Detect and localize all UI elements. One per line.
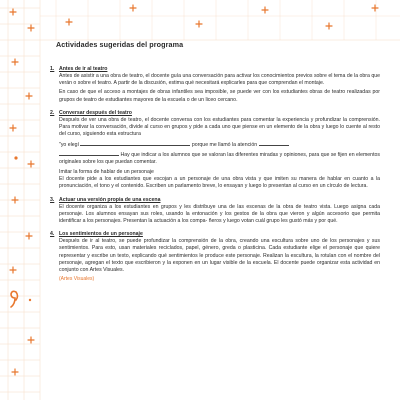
main-content xyxy=(50,40,380,288)
section-title: Antes de ir al teatro xyxy=(59,66,108,72)
activity-section-2 xyxy=(50,110,380,191)
section-paragraph: Hay que indicar a los alumnos que se valoran las diferentes miradas y opiniones, para que se fijen en elementos originales sobre los que puedan comentar. xyxy=(59,151,380,165)
activity-section-4 xyxy=(50,231,380,282)
activity-section-1 xyxy=(50,66,380,104)
section-paragraph: El docente organiza a los estudiantes en grupos y les distribuye una de las escenas de la obra de teatro vista. Luego asigna cada personaje. Los alumnos ensayan sus roles, usando la entonación y los gestos de la obra que vieron y algún accesorio que permita identificar a los personajes. Presentan la actuación a los compa- ñeros y luego votan cuál grupo les gustó más y por qué. xyxy=(59,203,380,225)
fill-in-blank xyxy=(59,150,119,156)
section-heading xyxy=(50,197,380,203)
section-number: 1. xyxy=(50,66,55,72)
subject-note: (Artes Visuales) xyxy=(59,276,95,283)
activity-section-3 xyxy=(50,197,380,226)
section-paragraph: Después de ir al teatro, se puede profundizar la comprensión de la obra, creando una escultura sobre uno de los personajes y sus sentimientos. Para esto, usan materiales reciclados, papel, género, greda o plasticina. Cada estudiante elige el personaje que quiere representar y escribe un texto, explicando qué sentimientos le produce este personaje. Realizan la escultura, la rotulan con el nombre del personaje, agregan el texto que escribieron y la exponen en un lugar visible de la escuela. El docente puede organizar esta actividad en conjunto con Artes Visuales. xyxy=(59,238,380,274)
section-number: 2. xyxy=(50,109,55,116)
section-paragraph: En caso de que el acceso a montajes de obras infantiles sea imposible, se puede ver con los estudiantes obras de teatro realizadas por grupos de teatro de estudiantes mayores de la escuela o de un liceo cercano. xyxy=(59,89,380,103)
response-template xyxy=(59,140,380,166)
section-paragraph: El docente pide a los estudiantes que escojan a un personaje de una obra vista y que imiten su manera de hablar en cuanto a la pronunciación, el tono y el contenido. Escriben un parlamento breve, lo ensayan y luego lo presentan al curso en un círculo de lectura. xyxy=(59,176,380,190)
section-number: 4. xyxy=(50,231,55,238)
section-title: Los sentimientos de un personaje xyxy=(59,231,143,238)
section-paragraph: Antes de asistir a una obra de teatro, el docente guía una conversación para activar los conocimientos previos sobre el tema de la obra que verán o sobre el teatro. A partir de la discusión, estima qué necesitará explicarles para que comprendan el montaje. xyxy=(59,73,380,87)
decorative-mark xyxy=(11,291,18,307)
page-title: Actividades sugeridas del programa xyxy=(56,40,184,49)
section-title: Conversar después del teatro xyxy=(59,109,132,116)
subheading: Imitar la forma de hablar de un personaje xyxy=(59,169,154,176)
template-middle: porque me llamó la atención xyxy=(191,142,258,149)
fill-in-blank xyxy=(259,140,289,146)
section-heading xyxy=(50,66,380,72)
section-title: Actuar una versión propia de una escena xyxy=(59,196,161,203)
template-start: "yo elegí xyxy=(59,142,80,149)
section-paragraph: Después de ver una obra de teatro, el docente conversa con los estudiantes para comentar la experiencia y profundizar la comprensión. Para motivar la conversación, divide al curso en grupos y pide a cada uno que piense en un elemento de la obra y luego lo cuente al resto del curso, siguiendo esta estructura xyxy=(59,116,380,138)
section-heading xyxy=(50,110,380,116)
section-number: 3. xyxy=(50,196,55,203)
section-heading xyxy=(50,231,380,237)
fill-in-blank xyxy=(80,140,190,146)
